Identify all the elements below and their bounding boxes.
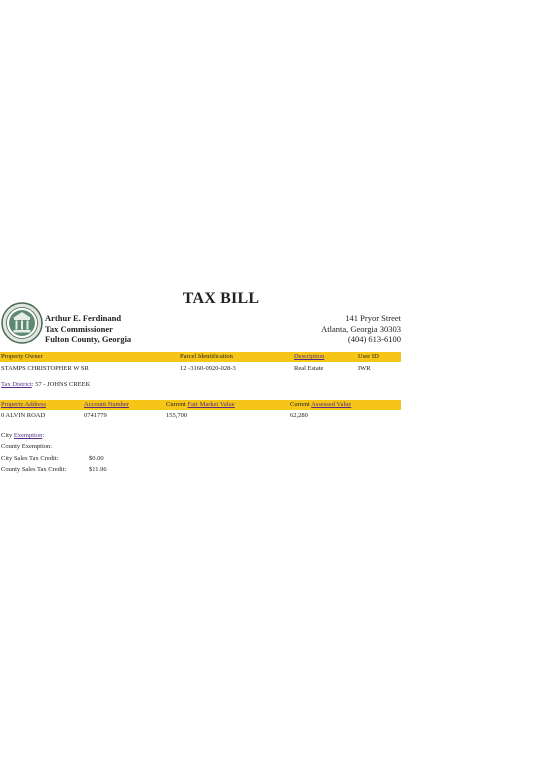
city-sales-tax-credit-row [1, 453, 104, 464]
account-number-link[interactable]: Account Number [84, 401, 129, 408]
office-block [45, 313, 131, 345]
exemption-link[interactable]: Exemption [13, 432, 43, 439]
owner-values-row [0, 364, 401, 374]
address-city: Atlanta, Georgia 30303 [321, 323, 401, 334]
fair-market-value-link[interactable]: Fair Market Value [187, 401, 235, 408]
assessed-prefix: Current [290, 401, 312, 408]
georgia-seal-icon [1, 302, 43, 344]
office-address [321, 313, 401, 345]
assessed-value-header [290, 400, 351, 410]
property-values-row [0, 411, 401, 421]
address-street: 141 Pryor Street [345, 313, 401, 323]
user-id-header: User ID [358, 353, 379, 360]
assessed-value-link[interactable]: Assessed Value [311, 401, 352, 408]
exemptions-block [1, 430, 107, 475]
county-exemption-row [1, 441, 66, 452]
county-name: Fulton County, Georgia [45, 334, 132, 344]
fmv-prefix: Current [166, 401, 188, 408]
commissioner-name: Arthur E. Ferdinand [45, 313, 122, 323]
property-address-value: 0 ALVIN ROAD [1, 412, 46, 419]
parcel-value: 12 -3160-0920-028-3 [180, 365, 236, 372]
city-credit-value: $0.00 [89, 454, 104, 462]
fair-market-value: 155,700 [166, 412, 188, 419]
county-credit-value: $11.96 [89, 465, 107, 473]
city-exemption-prefix: City [1, 432, 14, 439]
tax-district-value: : 57 - JOHNS CREEK [31, 381, 91, 388]
account-number-value: 0741779 [84, 412, 107, 419]
description-value: Real Estate [294, 365, 324, 372]
parcel-header: Parcel Identification [180, 353, 233, 360]
page-title: TAX BILL [182, 290, 260, 307]
assessed-value: 62,280 [290, 412, 308, 419]
tax-district-link[interactable]: Tax District [1, 381, 32, 388]
county-credit-label: County Sales Tax Credit: [1, 465, 67, 473]
fair-market-value-header [166, 400, 235, 410]
city-exemption-suffix: : [42, 432, 45, 439]
user-id-value: IWR [358, 365, 371, 372]
owner-value: STAMPS CHRISTOPHER W SR [1, 365, 89, 372]
owner-header: Property Owner [1, 353, 43, 360]
property-header-band [0, 400, 401, 410]
county-exemption-label: County Exemption: [1, 443, 53, 451]
address-phone: (404) 613-6100 [347, 334, 401, 344]
city-exemption-row [1, 430, 66, 441]
owner-header-band [0, 352, 401, 362]
county-sales-tax-credit-row [1, 464, 107, 475]
commissioner-role: Tax Commissioner [45, 323, 113, 334]
tax-district [1, 380, 90, 390]
city-credit-label: City Sales Tax Credit: [1, 454, 59, 462]
property-address-link[interactable]: Property Address [1, 401, 46, 408]
description-link[interactable]: Description [294, 353, 325, 360]
